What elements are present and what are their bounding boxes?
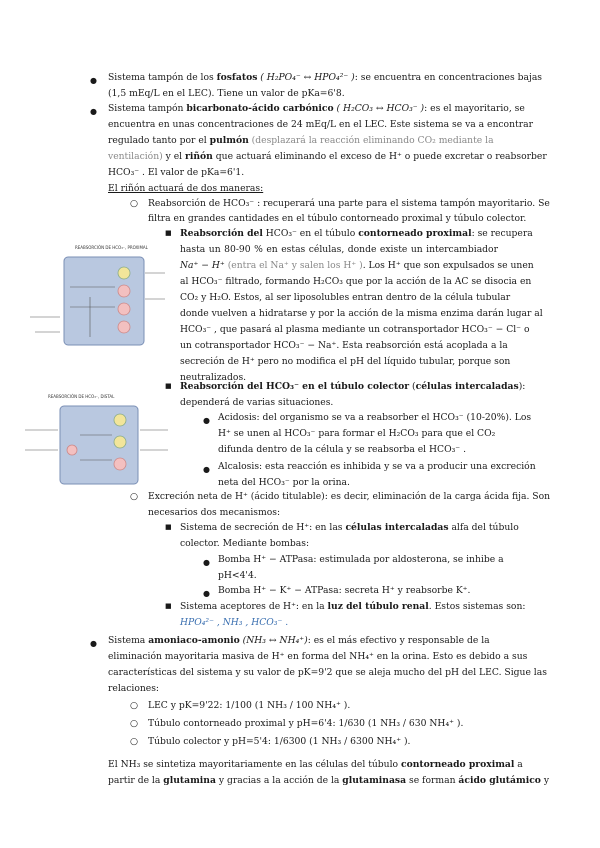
bullet-dot: ● <box>90 107 97 116</box>
bullet-dot: ● <box>90 76 97 85</box>
amoniaco-line4: relaciones: <box>108 683 160 694</box>
alcalosis-line1: Alcalosis: esta reacción es inhibida y se va a producir una excreción <box>218 461 536 472</box>
rinon-heading: El riñón actuará de dos maneras: <box>108 183 264 194</box>
excrecion-line1: Excreción neta de H⁺ (ácido titulable): es decir, eliminación de la carga ácida fija. Son <box>148 491 551 502</box>
square-bullet: ■ <box>165 523 172 531</box>
bomba1-line1: Bomba H⁺ − ATPasa: estimulada por aldosterona, se inhibe a <box>218 554 504 565</box>
reabsorcion-line2: filtra en grandes cantidades en el túbulo contorneado proximal y túbulo colector. <box>148 213 527 224</box>
acidosis-line1: Acidosis: del organismo se va a reabsorber el HCO₃⁻ (10-20%). Los <box>218 412 532 423</box>
proximal-line9: secreción de H⁺ pero no modifica el pH del líquido tubular, porque son <box>180 356 511 367</box>
cell-diagram-icon <box>20 390 170 490</box>
bicarbonato-line1: Sistema tampón bicarbonato-ácido carbónico ( H₂CO₃ ↔ HCO₃⁻ ): es el mayoritario, se <box>108 103 525 114</box>
secrecion-line1: Sistema de secreción de H⁺: en las células intercaladas alfa del túbulo <box>180 522 519 533</box>
proximal-line8: un cotransportador HCO₃⁻ − Na⁺. Esta reabsorción está acoplada a la <box>180 340 508 351</box>
proximal-line3: Na⁺ − H⁺ (entra el Na⁺ y salen los H⁺ ). Los H⁺ que son expulsados se unen <box>180 260 534 271</box>
cell-diagram-icon <box>20 237 170 352</box>
acidosis-line3: difunda dentro de la célula y se reabsorba el HCO₃⁻ . <box>218 444 466 455</box>
bullet-dot: ● <box>203 589 210 598</box>
alcalosis-line2: neta del HCO₃⁻ por la orina. <box>218 477 350 488</box>
bullet-dot: ● <box>90 639 97 648</box>
circle-bullet: ○ <box>130 736 139 747</box>
circle-bullet: ○ <box>130 198 139 209</box>
distal-reabsorption-figure <box>20 390 170 490</box>
bullet-dot: ● <box>203 465 210 474</box>
reabsorcion-line1: Reabsorción de HCO₃⁻ : recuperará una parte para el sistema tampón mayoritario. Se <box>148 198 550 209</box>
circle-bullet: ○ <box>130 700 139 711</box>
aceptores-line2: HPO₄²⁻ , NH₃ , HCO₃⁻ . <box>180 617 289 628</box>
proximal-line10: neutralizados. <box>180 372 247 383</box>
bicarbonato-line4: ventilación) y el riñón que actuará eliminando el exceso de H⁺ o puede excretar o reabsorber <box>108 151 547 162</box>
proximal-line1: Reabsorción del HCO₃⁻ en el túbulo contorneado proximal: se recupera <box>180 228 533 239</box>
proximal-line2: hasta un 80-90 % en estas células, donde existe un intercambiador <box>180 244 498 255</box>
final-line1: El NH₃ se sintetiza mayoritariamente en las células del túbulo contorneado proximal a <box>108 759 523 770</box>
relacion-item: Túbulo contorneado proximal y pH=6'4: 1/630 (1 NH₃ / 630 NH₄⁺ ). <box>148 718 464 729</box>
proximal-reabsorption-figure <box>20 237 170 352</box>
bomba1-line2: pH<4'4. <box>218 570 257 581</box>
fosfatos-line1: Sistema tampón de los fosfatos ( H₂PO₄⁻ ↔ HPO₄²⁻ ): se encuentra en concentraciones bajas <box>108 72 543 83</box>
fig2-title: REABSORCIÓN DE HCO₃⁻, DISTAL <box>48 394 115 399</box>
fosfatos-line2: (1,5 mEq/L en el LEC). Tiene un valor de pKa=6'8. <box>108 88 345 99</box>
proximal-line5: CO₂ y H₂O. Estos, al ser liposolubles entran dentro de la célula tubular <box>180 292 511 303</box>
circle-bullet: ○ <box>130 718 139 729</box>
relacion-item: LEC y pK=9'22: 1/100 (1 NH₃ / 100 NH₄⁺ ). <box>148 700 351 711</box>
proximal-line7: HCO₃⁻ , que pasará al plasma mediante un cotransportador HCO₃⁻ − Cl⁻ o <box>180 324 530 335</box>
bullet-dot: ● <box>203 416 210 425</box>
final-line2: partir de la glutamina y gracias a la acción de la glutaminasa se forman ácido glutámico y <box>108 775 550 786</box>
amoniaco-line2: eliminación mayoritaria masiva de H⁺ en forma del NH₄⁺ en la orina. Esto es debido a sus <box>108 651 528 662</box>
bullet-dot: ● <box>203 558 210 567</box>
amoniaco-line3: características del sistema y su valor de pK=9'2 que se aleja mucho del pH del LEC. Sigue las <box>108 667 547 678</box>
bicarbonato-line2: encuentra en unas concentraciones de 24 mEq/L en el LEC. Este sistema se va a encontrar <box>108 119 533 130</box>
bicarbonato-line5: HCO₃⁻ . El valor de pKa=6'1. <box>108 167 245 178</box>
bomba2-line: Bomba H⁺ − K⁺ − ATPasa: secreta H⁺ y reabsorbe K⁺. <box>218 585 471 596</box>
aceptores-line1: Sistema aceptores de H⁺: en la luz del túbulo renal. Estos sistemas son: <box>180 601 526 612</box>
relacion-item: Túbulo colector y pH=5'4: 1/6300 (1 NH₃ / 6300 NH₄⁺ ). <box>148 736 411 747</box>
bicarbonato-line3: regulado tanto por el pulmón (desplazará la reacción eliminando CO₂ mediante la <box>108 135 494 146</box>
colector-line2: dependerá de varias situaciones. <box>180 397 334 408</box>
square-bullet: ■ <box>165 229 172 237</box>
acidosis-line2: H⁺ se unen al HCO₃⁻ para formar el H₂CO₃ para que el CO₂ <box>218 428 496 439</box>
square-bullet: ■ <box>165 382 172 390</box>
fig1-title: REABSORCIÓN DE HCO₃⁻, PROXIMAL <box>75 245 148 250</box>
amoniaco-line1: Sistema amoniaco-amonio (NH₃ ↔ NH₄⁺): es el más efectivo y responsable de la <box>108 635 490 646</box>
proximal-line4: al HCO₃⁻ filtrado, formando H₂CO₃ que por la acción de la AC se disocia en <box>180 276 532 287</box>
circle-bullet: ○ <box>130 491 139 502</box>
excrecion-line2: necesarios dos mecanismos: <box>148 507 281 518</box>
square-bullet: ■ <box>165 602 172 610</box>
colector-line1: Reabsorción del HCO₃⁻ en el túbulo colector (células intercaladas): <box>180 381 526 392</box>
secrecion-line2: colector. Mediante bombas: <box>180 538 310 549</box>
proximal-line6: donde vuelven a hidratarse y por la acción de la misma enzima darán lugar al <box>180 308 543 319</box>
